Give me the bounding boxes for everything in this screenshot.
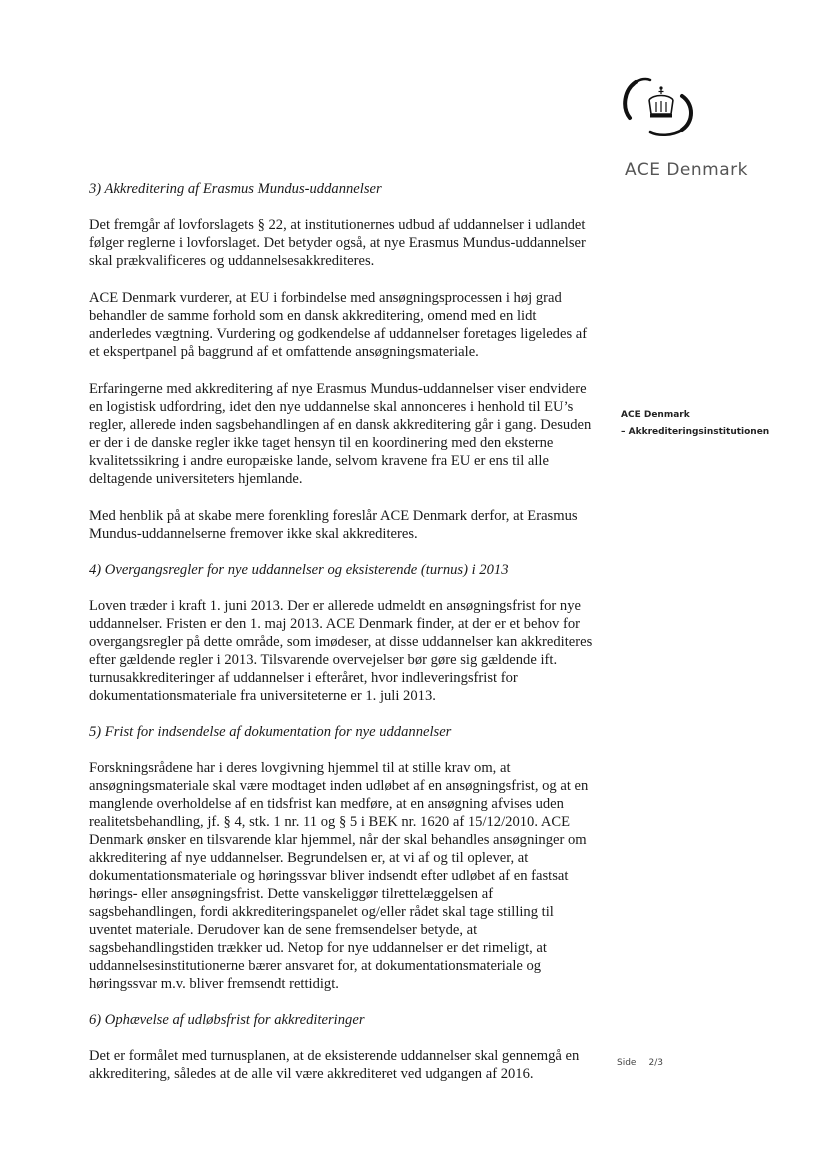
section-5 [89,723,599,993]
side-label: Side [617,1058,637,1068]
paragraph: ACE Denmark vurderer, at EU i forbindelse med ansøgningsprocessen i høj grad behandler de samme forhold som en dansk akkreditering, omend med en lidt anderledes vægtning. Vurdering og godkendelse af uddannelser foretages ligeledes af et ekspertpanel på baggrund af et omfattende ansøgningsmateriale. [89,290,588,360]
section-4 [89,561,599,705]
paragraph: Det fremgår af lovforslagets § 22, at institutionernes udbud af uddannelser i udlandet følger reglerne i lovforslaget. Det betyder også, at nye Erasmus Mundus-uddannelser skal prækvalificeres og uddannelsesakkrediteres. [89,217,586,269]
page-number: 2/3 [648,1058,663,1068]
paragraph: Forskningsrådene har i deres lovgivning hjemmel til at stille krav om, at ansøgningsmateriale skal være modtaget inden udløbet af en ansøgningsfrist, og at en manglende overholdelse af en tidsfrist kan medføre, at en ansøgning afvises uden realitetsbehandling, jf. § 4, stk. 1 nr. 11 og § 5 i BEK nr. 1620 af 15/12/2010. ACE Denmark ønsker en tilsvarende klar hjemmel, når der skal behandles ansøgninger om akkreditering af nye uddannelser. Begrundelsen er, at vi af og til oplever, at dokumentationsmateriale og høringssvar bliver indsendt efter udløbet af en fastsat hørings- eller ansøgningsfrist. Dette vanskeliggør tilrettelæggelsen af sagsbehandlingen, fordi akkrediteringspanelet og/eller rådet skal tage stilling til uventet materiale. Derudover kan de sene fremsendelser betyde, at sagsbehandlingstiden trækker ud. Netop for nye uddannelser er det rimeligt, at uddannelsesinstitutionerne bærer ansvaret for, at dokumentationsmateriale og høringssvar m.v. bliver fremsendt rettidigt. [89,760,589,992]
section-3 [89,180,599,543]
sidebar-sender [621,407,769,441]
section-6 [89,1011,599,1083]
section-heading: 4) Overgangsregler for nye uddannelser og eksisterende (turnus) i 2013 [89,562,509,578]
section-heading: 3) Akkreditering af Erasmus Mundus-uddannelser [89,181,382,197]
page-footer [617,1058,663,1068]
org-name: ACE Denmark [625,160,748,180]
crown-logo-icon [620,74,702,140]
paragraph: Med henblik på at skabe mere forenkling foreslår ACE Denmark derfor, at Erasmus Mundus-uddannelserne fremover ikke skal akkrediteres. [89,508,578,542]
paragraph: Loven træder i kraft 1. juni 2013. Der er allerede udmeldt en ansøgningsfrist for nye uddannelser. Fristen er den 1. maj 2013. ACE Denmark finder, at der er et behov for overgangsregler på dette område, som imødeser, at disse uddannelser kan akkrediteres efter gældende regler i 2013. Tilsvarende overvejelser bør gøre sig gældende ift. turnusakkrediteringer af uddannelser i efteråret, hvor indleveringsfrist for dokumentationsmateriale fra universiteterne er 1. juli 2013. [89,598,593,704]
paragraph: Det er formålet med turnusplanen, at de eksisterende uddannelser skal gennemgå en akkreditering, således at de alle vil være akkrediteret ved udgangen af 2016. [89,1048,580,1082]
sidebar-line-2: – Akkrediteringsinstitutionen [621,427,770,437]
body-text [89,180,599,1083]
section-heading: 5) Frist for indsendelse af dokumentation for nye uddannelser [89,724,452,740]
paragraph: Erfaringerne med akkreditering af nye Erasmus Mundus-uddannelser viser endvidere en logistisk udfordring, idet den nye uddannelse skal annonceres i henhold til EU’s regler, allerede inden sagsbehandlingen af en dansk akkreditering går i gang. Desuden er der i de danske regler ikke taget hensyn til en koordinering med den eksterne kvalitetssikring i andre europæiske lande, selvom kravene fra EU er ens til alle deltagende universiteters hjemlande. [89,381,592,487]
sidebar-line-1: ACE Denmark [621,410,690,420]
section-heading: 6) Ophævelse af udløbsfrist for akkrediteringer [89,1012,365,1028]
